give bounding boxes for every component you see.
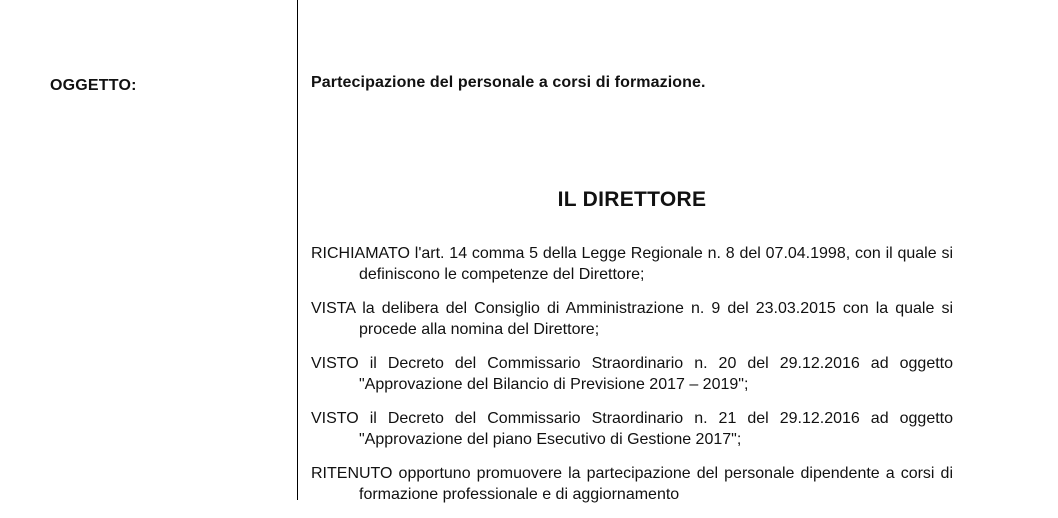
section-heading: IL DIRETTORE [557, 188, 707, 211]
paragraph-richiamato: RICHIAMATO l'art. 14 comma 5 della Legge Regionale n. 8 del 07.04.1998, con il quale si definiscono le competenze del Direttore; [311, 245, 953, 283]
paragraph-ritenuto: RITENUTO opportuno promuovere la partecipazione del personale dipendente a corsi di formazione professionale e di aggiornamento [311, 465, 953, 503]
subject-label: OGGETTO: [50, 77, 137, 94]
body-text [311, 243, 953, 518]
paragraph-vista-delibera: VISTA la delibera del Consiglio di Amministrazione n. 9 del 23.03.2015 con la quale si procede alla nomina del Direttore; [311, 300, 953, 338]
paragraph-visto-decreto-20: VISTO il Decreto del Commissario Straordinario n. 20 del 29.12.2016 ad oggetto "Approvazione del Bilancio di Previsione 2017 – 2019"; [311, 355, 953, 393]
subject-text: Partecipazione del personale a corsi di formazione. [311, 74, 706, 91]
column-divider [297, 0, 298, 500]
paragraph-visto-decreto-21: VISTO il Decreto del Commissario Straordinario n. 21 del 29.12.2016 ad oggetto "Approvazione del piano Esecutivo di Gestione 2017"; [311, 410, 953, 448]
